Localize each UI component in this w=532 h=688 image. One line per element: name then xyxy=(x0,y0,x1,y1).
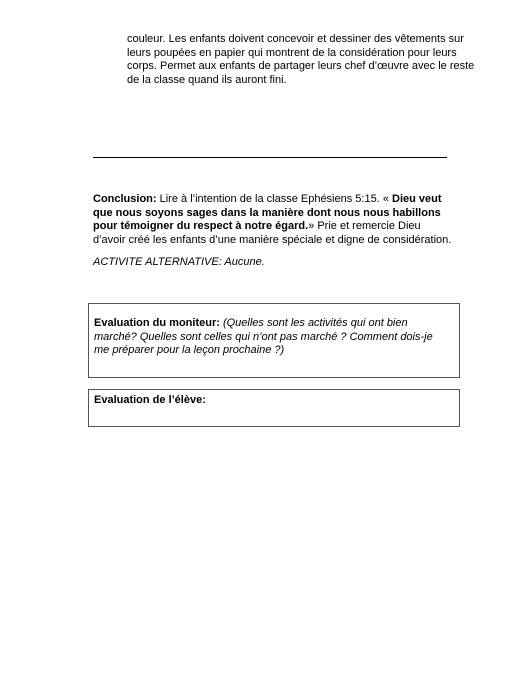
alternative-activity: ACTIVITE ALTERNATIVE: Aucune. xyxy=(93,256,265,268)
student-evaluation-label: Evaluation de l’élève: xyxy=(94,394,206,406)
monitor-evaluation-prompt: (Quelles sont les activités qui ont bien marché? Quelles sont celles qui n’ont pas marché ? Comment dois-je me préparer pour la leçon prochaine ?) xyxy=(94,317,433,356)
monitor-evaluation-text xyxy=(94,317,449,358)
student-evaluation-box xyxy=(88,389,460,427)
conclusion-label: Conclusion: xyxy=(93,193,157,205)
conclusion-paragraph xyxy=(93,193,455,247)
conclusion-intro: Lire à l’intention de la classe Ephésiens 5:15. « xyxy=(156,193,392,205)
section-divider xyxy=(93,157,447,158)
student-evaluation-text xyxy=(94,394,449,408)
conclusion-outro: » Prie et remercie Dieu d’avoir créé les enfants d’une manière spéciale et digne de considération. xyxy=(93,220,452,246)
monitor-evaluation-label: Evaluation du moniteur: xyxy=(94,317,220,329)
conclusion-verse: Dieu veut que nous soyons sages dans la manière dont nous nous habillons pour témoigner du respect à notre égard. xyxy=(93,193,442,232)
activity-description: couleur. Les enfants doivent concevoir et dessiner des vêtements sur leurs poupées en papier qui montrent de la considération pour leurs corps. Permet aux enfants de partager leurs chef d’œuvre avec le reste de la classe quand ils auront fini. xyxy=(127,33,475,86)
monitor-evaluation-box xyxy=(88,303,460,378)
